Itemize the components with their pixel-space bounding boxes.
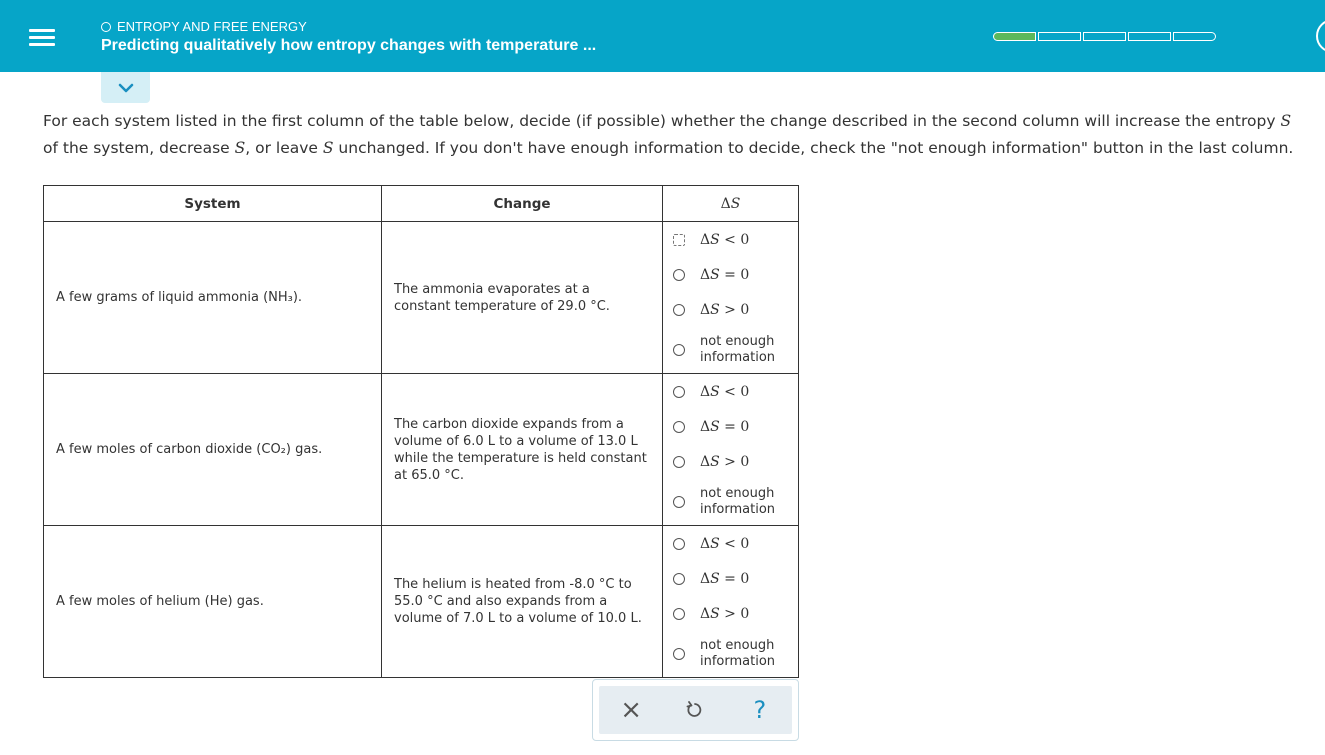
- entropy-symbol: S: [710, 232, 720, 248]
- option-label-line: not enough: [700, 334, 775, 349]
- instructions-text: unchanged. If you don't have enough information to decide, check the "not enough information" button in the last column.: [333, 139, 1294, 157]
- progress-segment: [1038, 32, 1081, 41]
- topic-label: [101, 19, 307, 34]
- page-title: Predicting qualitatively how entropy changes with temperature ...: [101, 37, 597, 54]
- option-delta-s-positive[interactable]: [663, 597, 798, 632]
- progress-segment: [993, 32, 1036, 41]
- radio-button[interactable]: [673, 573, 685, 585]
- option-label: [700, 638, 775, 670]
- option-label: = 0: [719, 571, 750, 587]
- delta-symbol: Δ: [720, 195, 731, 212]
- progress-segment: [1173, 32, 1216, 41]
- topic-text: ENTROPY AND FREE ENERGY: [117, 19, 307, 34]
- radio-button[interactable]: [673, 496, 685, 508]
- expand-toggle[interactable]: [101, 72, 150, 103]
- header-change: Change: [382, 186, 663, 222]
- entropy-symbol: S: [710, 419, 720, 435]
- option-label-line: not enough: [700, 638, 775, 653]
- toolbar-buttons: [599, 686, 792, 734]
- option-delta-s-negative[interactable]: [663, 375, 798, 410]
- entropy-symbol: S: [710, 606, 720, 622]
- instructions: [43, 108, 1325, 162]
- option-label-line: information: [700, 502, 776, 517]
- entropy-symbol: S: [322, 139, 334, 157]
- account-avatar[interactable]: [1316, 19, 1325, 53]
- delta-symbol: Δ: [700, 302, 711, 318]
- entropy-symbol: S: [710, 536, 720, 552]
- delta-symbol: Δ: [700, 232, 711, 248]
- radio-button[interactable]: [673, 304, 685, 316]
- option-label: < 0: [719, 536, 750, 552]
- option-label-line: information: [700, 350, 776, 365]
- option-label: = 0: [719, 419, 750, 435]
- change-cell: The helium is heated from -8.0 °C to 55.0 °C and also expands from a volume of 7.0 L to a volume of 10.0 L.: [382, 526, 663, 678]
- options-cell: [663, 374, 799, 526]
- change-cell: The ammonia evaporates at a constant temperature of 29.0 °C.: [382, 222, 663, 374]
- radio-button[interactable]: [673, 648, 685, 660]
- option-label: > 0: [719, 302, 750, 318]
- instructions-line-1: [43, 108, 1325, 135]
- instructions-line-2: [43, 135, 1325, 162]
- menu-icon[interactable]: [26, 24, 58, 52]
- radio-button[interactable]: [673, 344, 685, 356]
- instructions-text: of the system, decrease: [43, 139, 235, 157]
- chevron-down-icon: [118, 83, 134, 93]
- top-header: [0, 0, 1325, 72]
- help-icon: ?: [753, 696, 767, 724]
- entropy-symbol: S: [1280, 112, 1292, 130]
- progress-bar: [993, 32, 1218, 41]
- radio-button[interactable]: [673, 456, 685, 468]
- option-label: < 0: [719, 384, 750, 400]
- delta-symbol: Δ: [700, 419, 711, 435]
- undo-icon: [686, 701, 704, 719]
- instructions-text: For each system listed in the first column of the table below, decide (if possible) whether the change described in the second column will increase the entropy: [43, 112, 1281, 130]
- header-delta-s: [663, 186, 799, 222]
- instructions-text: , or leave: [245, 139, 323, 157]
- entropy-symbol: S: [710, 384, 720, 400]
- option-delta-s-positive[interactable]: [663, 445, 798, 480]
- option-delta-s-positive[interactable]: [663, 293, 798, 328]
- table-row: [44, 222, 799, 374]
- table-row: [44, 526, 799, 678]
- table-row: [44, 374, 799, 526]
- radio-button[interactable]: [673, 234, 685, 246]
- option-not-enough-information[interactable]: [663, 328, 798, 373]
- entropy-symbol: S: [710, 302, 720, 318]
- delta-symbol: Δ: [700, 454, 711, 470]
- progress-segment: [1128, 32, 1171, 41]
- option-label: > 0: [719, 454, 750, 470]
- option-label: > 0: [719, 606, 750, 622]
- option-not-enough-information[interactable]: [663, 632, 798, 677]
- delta-symbol: Δ: [700, 536, 711, 552]
- table-header-row: [44, 186, 799, 222]
- radio-button[interactable]: [673, 386, 685, 398]
- option-delta-s-zero[interactable]: [663, 562, 798, 597]
- clear-button[interactable]: [611, 690, 651, 730]
- radio-button[interactable]: [673, 421, 685, 433]
- option-label: [700, 334, 775, 366]
- entropy-symbol: S: [234, 139, 246, 157]
- radio-button[interactable]: [673, 538, 685, 550]
- entropy-symbol: S: [730, 195, 741, 212]
- option-delta-s-negative[interactable]: [663, 527, 798, 562]
- delta-symbol: Δ: [700, 571, 711, 587]
- system-cell: A few grams of liquid ammonia (NH₃).: [44, 222, 382, 374]
- option-label: [700, 486, 775, 518]
- entropy-table: [43, 185, 799, 678]
- help-button[interactable]: [740, 690, 780, 730]
- options-cell: [663, 222, 799, 374]
- progress-segment: [1083, 32, 1126, 41]
- options-cell: [663, 526, 799, 678]
- undo-button[interactable]: [675, 690, 715, 730]
- header-system: System: [44, 186, 382, 222]
- option-label: = 0: [719, 267, 750, 283]
- system-cell: A few moles of helium (He) gas.: [44, 526, 382, 678]
- option-not-enough-information[interactable]: [663, 480, 798, 525]
- radio-button[interactable]: [673, 269, 685, 281]
- entropy-symbol: S: [710, 571, 720, 587]
- close-icon: ×: [620, 695, 643, 725]
- option-delta-s-negative[interactable]: [663, 223, 798, 258]
- topic-circle-icon: [101, 22, 111, 32]
- delta-symbol: Δ: [700, 606, 711, 622]
- answer-toolbar: [592, 679, 799, 741]
- option-label: < 0: [719, 232, 750, 248]
- entropy-symbol: S: [710, 267, 720, 283]
- option-label-line: not enough: [700, 486, 775, 501]
- system-cell: A few moles of carbon dioxide (CO₂) gas.: [44, 374, 382, 526]
- option-delta-s-zero[interactable]: [663, 410, 798, 445]
- delta-symbol: Δ: [700, 384, 711, 400]
- option-label-line: information: [700, 654, 776, 669]
- change-cell: The carbon dioxide expands from a volume of 6.0 L to a volume of 13.0 L while the temperature is held constant at 65.0 °C.: [382, 374, 663, 526]
- entropy-symbol: S: [710, 454, 720, 470]
- radio-button[interactable]: [673, 608, 685, 620]
- option-delta-s-zero[interactable]: [663, 258, 798, 293]
- delta-symbol: Δ: [700, 267, 711, 283]
